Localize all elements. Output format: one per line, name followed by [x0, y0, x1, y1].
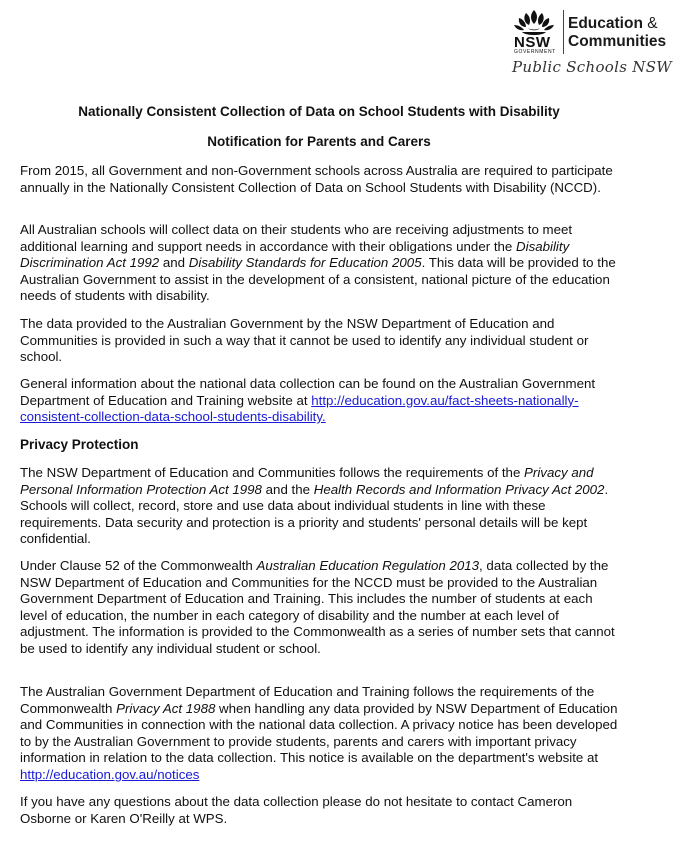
logo-government-text: GOVERNMENT — [514, 49, 556, 55]
text-span: General information about the national data collection can be found on the Australian Government Department of Education and Training website at — [20, 376, 596, 408]
document-title: Nationally Consistent Collection of Data on School Students with Disability — [78, 104, 560, 119]
text-span: Under Clause 52 of the Commonwealth — [20, 558, 257, 573]
text-span: . Schools will collect, record, store and use data about individual students in line with these requirements. Data security and protection is a priority and students' personal details will be kept confidential. — [20, 481, 609, 547]
paragraph-intro: From 2015, all Government and non-Government schools across Australia are required to participate annually in the Nationally Consistent Collection of Data on School Students with Disability (NCCD). — [20, 163, 613, 195]
paragraph-clause-52 — [20, 558, 618, 658]
text-span: , data collected by the NSW Department of Education and Communities for the NCCD must be provided to the Australian Government Department of Education and Training. This includes the number of students at each level of education, the number in each category of disability and the number at each level of adjustment. The information is provided to the Commonwealth as a series of number sets that cannot be used to identify any individual student or school. — [20, 558, 615, 656]
notices-link[interactable]: http://education.gov.au/notices — [20, 766, 200, 782]
logo-nsw-text: NSW — [514, 34, 551, 51]
text-span: and the — [261, 481, 314, 497]
paragraph-schools-collect — [20, 222, 618, 305]
paragraph-contact: If you have any questions about the data collection please do not hesitate to contact Cameron Osborne or Karen O'Reilly at WPS. — [20, 794, 573, 826]
text-span: All Australian schools will collect data on their students who are receiving adjustments to meet additional learning and support needs in accordance with their obligations under the — [20, 222, 573, 254]
act-privacy-personal-info: Privacy and Personal Information Protection Act 1998 — [20, 465, 594, 497]
paragraph-nsw-privacy — [20, 465, 618, 548]
logo-communities-text: Communities — [568, 33, 667, 50]
document-subtitle: Notification for Parents and Carers — [207, 134, 431, 149]
act-disability-standards: Disability Standards for Education 2005 — [188, 255, 422, 271]
act-health-records: Health Records and Information Privacy Act 2002 — [313, 481, 605, 497]
act-education-regulation: Australian Education Regulation 2013 — [256, 558, 480, 573]
act-privacy-1988: Privacy Act 1988 — [116, 700, 216, 716]
logo-education-text — [568, 15, 658, 33]
paragraph-data-provided: The data provided to the Australian Government by the NSW Department of Education and Communities is provided in such a way that it cannot be used to identify any individual student or school. — [20, 316, 589, 365]
text-span: and — [159, 255, 189, 271]
paragraph-commonwealth-privacy — [20, 684, 618, 784]
text-span: The NSW Department of Education and Communities follows the requirements of the — [20, 465, 525, 480]
logo-ampersand: & — [647, 15, 658, 32]
fact-sheet-link[interactable]: http://education.gov.au/fact-sheets-nationally-consistent-collection-data-school-students-disability. — [20, 392, 579, 425]
paragraph-general-info — [20, 376, 618, 426]
logo-public-schools-tagline: Public Schools NSW — [512, 58, 672, 76]
logo-education-word: Education — [568, 15, 643, 32]
text-span: . This data will be provided to the Australian Government to assist in the development of a consistent, national picture of the education needs of students with disability. — [20, 255, 616, 304]
logo-divider — [563, 10, 564, 54]
nsw-education-logo — [508, 6, 680, 78]
privacy-protection-heading: Privacy Protection — [20, 437, 139, 452]
act-disability-discrimination: Disability Discrimination Act 1992 — [20, 238, 570, 271]
text-span: The Australian Government Department of Education and Training follows the requirements of the Commonwealth — [20, 684, 595, 716]
text-span: when handling any data provided by NSW Department of Education and Communities in connection with the national data collection. A privacy notice has been developed to by the Australian Government to provide students, parents and carers with important privacy information in relation to the data collection. This notice is available on the department's website at — [20, 700, 618, 766]
